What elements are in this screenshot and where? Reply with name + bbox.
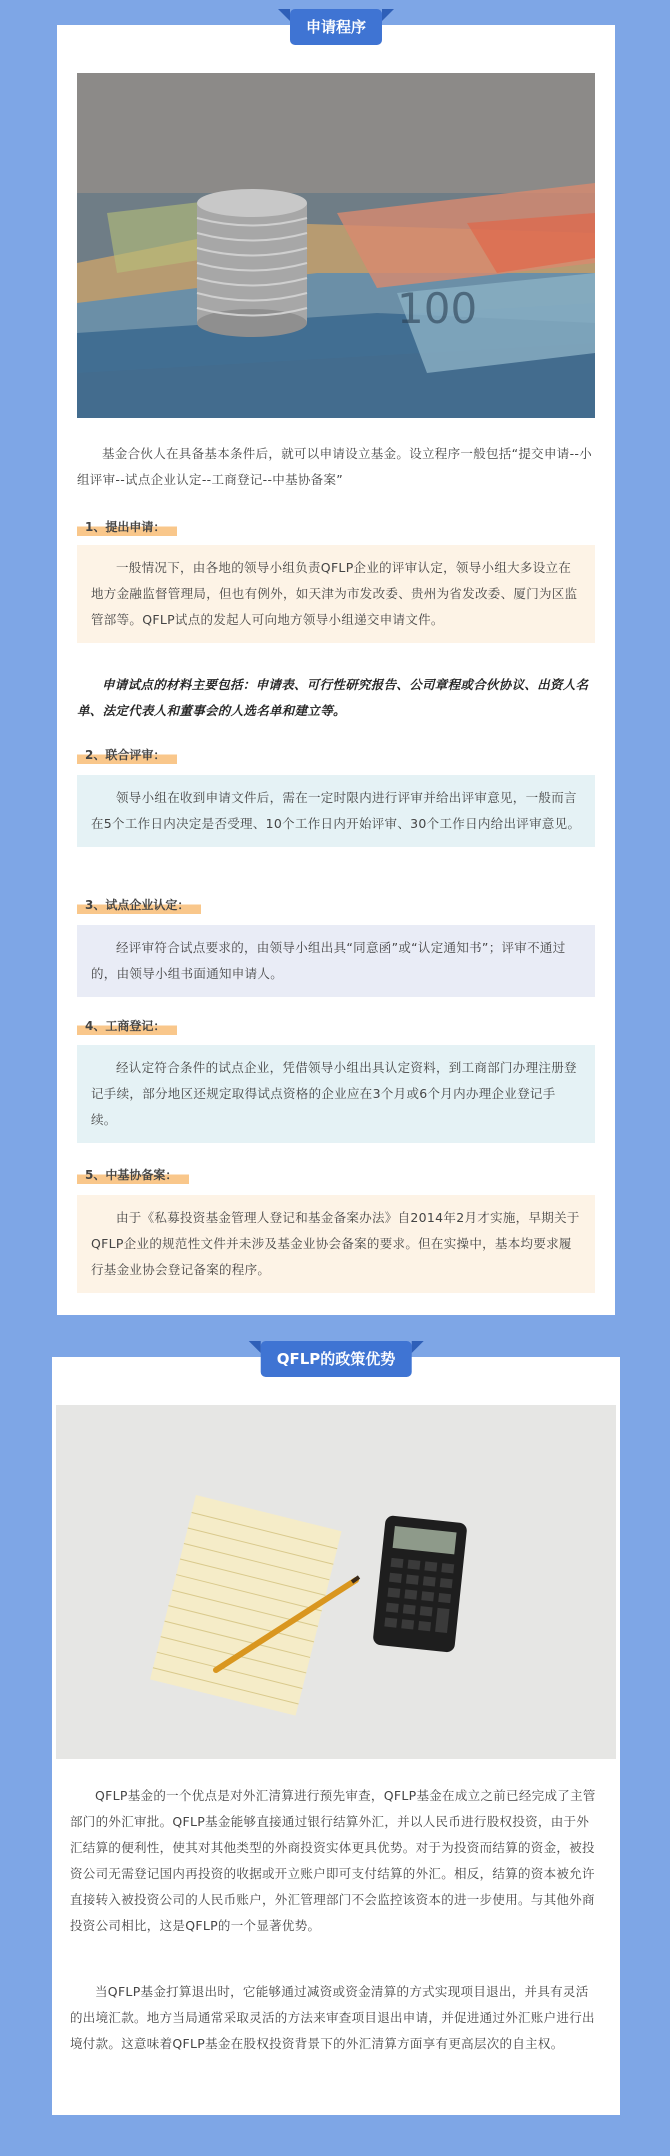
step2-box: 领导小组在收到申请文件后，需在一定时限内进行评审并给出评审意见，一般而言在5个工作日内决定是否受理、10个工作日内开始评审、30个工作日内给出评审意见。: [77, 775, 595, 847]
section-title-application: 申请程序: [290, 9, 382, 45]
svg-text:100: 100: [397, 284, 478, 333]
step4-box: 经认定符合条件的试点企业，凭借领导小组出具认定资料，到工商部门办理注册登记手续，部分地区还规定取得试点资格的企业应在3个月或6个月内办理企业登记手续。: [77, 1045, 595, 1143]
step3-label: 3、试点企业认定：: [77, 895, 201, 914]
step3-box: 经评审符合试点要求的，由领导小组出具“同意函”或“认定通知书”；评审不通过的，由领导小组书面通知申请人。: [77, 925, 595, 997]
step2-label: 2、联合评审：: [77, 745, 177, 764]
step1-box: 一般情况下，由各地的领导小组负责QFLP企业的评审认定，领导小组大多设立在地方金融监督管理局，但也有例外，如天津为市发改委、贵州为省发改委、厦门为区监管部等。QFLP试点的发起人可向地方领导小组递交申请文件。: [77, 545, 595, 643]
coins-banknotes-photo: [77, 73, 595, 418]
notepad-calculator-photo: [56, 1405, 616, 1759]
step4-label: 4、工商登记：: [77, 1016, 177, 1035]
policy-paragraph-2: 当QFLP基金打算退出时，它能够通过减资或资金清算的方式实现项目退出，并具有灵活的出境汇款。地方当局通常采取灵活的方法来审查项目退出申请，并促进通过外汇账户进行出境付款。这意味着QFLP基金在股权投资背景下的外汇清算方面享有更高层次的自主权。: [70, 1984, 595, 2051]
intro-paragraph: 基金合伙人在具备基本条件后，就可以申请设立基金。设立程序一般包括“提交申请--小组评审--试点企业认定--工商登记--中基协备案”: [77, 446, 592, 487]
content-card-policy: [52, 1350, 620, 2115]
section-title-policy: QFLP的政策优势: [261, 1341, 412, 1377]
policy-paragraph-1: QFLP基金的一个优点是对外汇清算进行预先审查，QFLP基金在成立之前已经完成了主管部门的外汇审批。QFLP基金能够直接通过银行结算外汇，并以人民币进行股权投资，由于外汇结算的便利性，使其对其他类型的外商投资实体更具优势。对于为投资而结算的资金，被投资公司无需登记国内再投资的收据或开立账户即可支付结算的外汇。相反，结算的资本被允许直接转入被投资公司的人民币账户，外汇管理部门不会监控该资本的进一步使用。与其他外商投资公司相比，这是QFLP的一个显著优势。: [70, 1788, 596, 1933]
step5-box: 由于《私募投资基金管理人登记和基金备案办法》自2014年2月才实施，早期关于QFLP企业的规范性文件并未涉及基金业协会备案的要求。但在实操中，基本均要求履行基金业协会登记备案的程序。: [77, 1195, 595, 1293]
step5-label: 5、中基协备案：: [77, 1165, 189, 1184]
content-card-application: [57, 18, 615, 1315]
step1-label: 1、提出申请：: [77, 517, 177, 536]
materials-paragraph: 申请试点的材料主要包括：申请表、可行性研究报告、公司章程或合伙协议、出资人名单、法定代表人和董事会的人选名单和建立等。: [77, 677, 589, 718]
